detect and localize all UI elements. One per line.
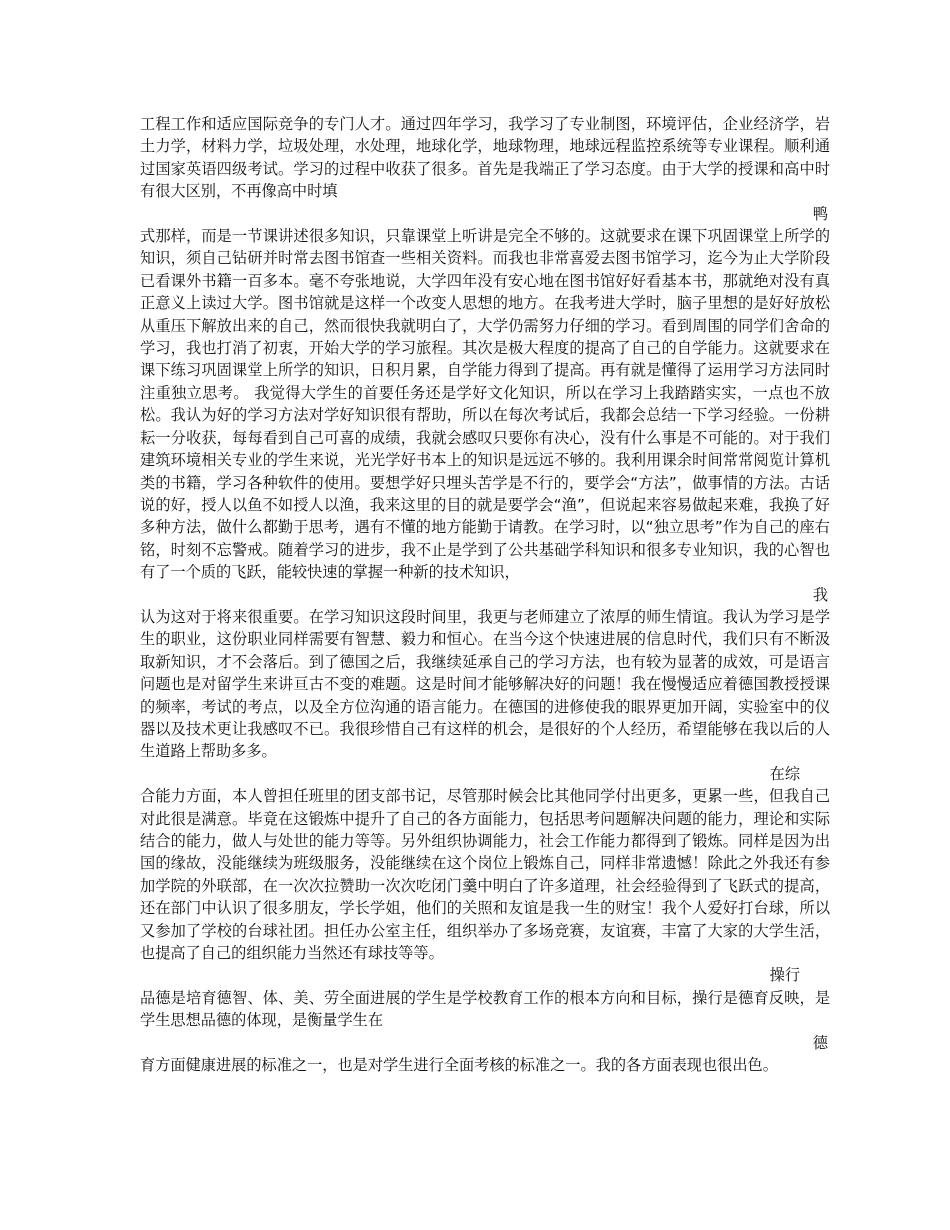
split-fragment: 在综 <box>769 764 800 783</box>
paragraph-germany-study: 认为这对于将来很重要。在学习知识这段时间里，我更与老师建立了浓厚的师生情谊。我认为学习是学生的职业，这份职业同样需要有智慧、毅力和恒心。在当今这个快速进展的信息时代，我们只有不断汲取新知识，才不会落后。到了德国之后，我继续延承自己的学习方法，也有较为显著的成效，可是语言问题也是对留学生来讲亘古不变的难题。这是时间才能够解决好的问题！我在慢慢适应着德国教授授课的频率，考试的考点，以及全方位沟通的语言能力。在德国的进修使我的眼界更加开阔，实验室中的仪器以及技术更让我感叹不已。我很珍惜自己有这样的机会，是很好的个人经历，希望能够在我以后的人生道路上帮助多多。 <box>140 607 830 761</box>
paragraph-self-study: 式那样，而是一节课讲述很多知识，只靠课堂上听讲是完全不够的。这就要求在课下巩固课堂上所学的知识，须自己钻研并时常去图书馆查一些相关资料。而我也非常喜爱去图书馆学习，迄今为止大学阶段已看课外书籍一百多本。毫不夸张地说，大学四年没有安心地在图书馆好好看基本书，那就绝对没有真正意义上读过大学。图书馆就是这样一个改变人思想的地方。在我考进大学时，脑子里想的是好好放松从重压下解放出来的自己，然而很快我就明白了，大学仍需努力仔细的学习。看到周围的同学们舍命的学习，我也打消了初衷，开始大学的学习旅程。其次是极大程度的提高了自己的自学能力。这就要求在课下练习巩固课堂上所学的知识，日积月累，自学能力得到了提高。再有就是懂得了运用学习方法同时注重独立思考。 我觉得大学生的首要任务还是学好文化知识，所以在学习上我踏踏实实，一点也不放松。我认为好的学习方法对学好知识很有帮助，所以在每次考试后，我都会总结一下学习经验。一份耕耘一分收获，每每看到自己可喜的成绩，我就会感叹只要你有决心，没有什么事是不可能的。对于我们建筑环境相关专业的学生来说，光光学好书本上的知识是远远不够的。我利用课余时间常常阅览计算机类的书籍，学习各种软件的使用。要想学好只埋头苦学是不行的，要学会“方法”，做事情的方法。古话说的好，授人以鱼不如授人以渔，我来这里的目的就是要学会“渔”，但说起来容易做起来难，我换了好多种方法，做什么都勤于思考，遇有不懂的地方能勤于请教。在学习时，以“独立思考”作为自己的座右铭，时刻不忘警戒。随着学习的进步，我不止是学到了公共基础学科知识和很多专业知识，我的心智也有了一个质的飞跃，能较快速的掌握一种新的技术知识， <box>140 227 830 582</box>
paragraph-comprehensive-ability: 合能力方面，本人曾担任班里的团支部书记，尽管那时候会比其他同学付出更多，更累一些，但我自己对此很是满意。毕竟在这锻炼中提升了自己的各方面能力，包括思考问题解决问题的能力，理论和实际结合的能力，做人与处世的能力等等。另外组织协调能力，社会工作能力都得到了锻炼。同样是因为出国的缘故，没能继续为班级服务，没能继续在这个岗位上锻炼自己，同样非常遗憾！除此之外我还有参加学院的外联部，在一次次拉赞助一次次吃闭门羹中明白了许多道理，社会经验得到了飞跃式的提高，还在部门中认识了很多朋友，学长学姐，他们的关照和友谊是我一生的财宝！我个人爱好打台球，所以又参加了学校的台球社团。担任办公室主任，组织举办了多场竞赛，友谊赛，丰富了大家的大学生活，也提高了自己的组织能力当然还有球技等等。 <box>140 787 830 963</box>
split-fragment: 我 <box>812 585 828 604</box>
split-fragment: 鸭 <box>812 204 828 223</box>
paragraph-moral-education: 育方面健康进展的标准之一，也是对学生进行全面考核的标准之一。我的各方面表现也很出色。 <box>140 1056 778 1075</box>
split-fragment: 德 <box>812 1033 828 1052</box>
paragraph-conduct: 品德是培育德智、体、美、劳全面进展的学生是学校教育工作的根本方向和目标，操行是德育反映，是学生思想品德的体现，是衡量学生在 <box>140 988 830 1030</box>
document-body <box>140 113 830 1076</box>
split-fragment: 操行 <box>769 966 800 985</box>
paragraph-academic-studies: 工程工作和适应国际竞争的专门人才。通过四年学习，我学习了专业制图，环境评估，企业经济学，岩土力学，材料力学，垃圾处理，水处理，地球化学，地球物理，地球远程监控系统等专业课程。顺利通过国家英语四级考试。学习的过程中收获了很多。首先是我端正了学习态度。由于大学的授课和高中时有很大区别，不再像高中时填 <box>140 115 830 201</box>
